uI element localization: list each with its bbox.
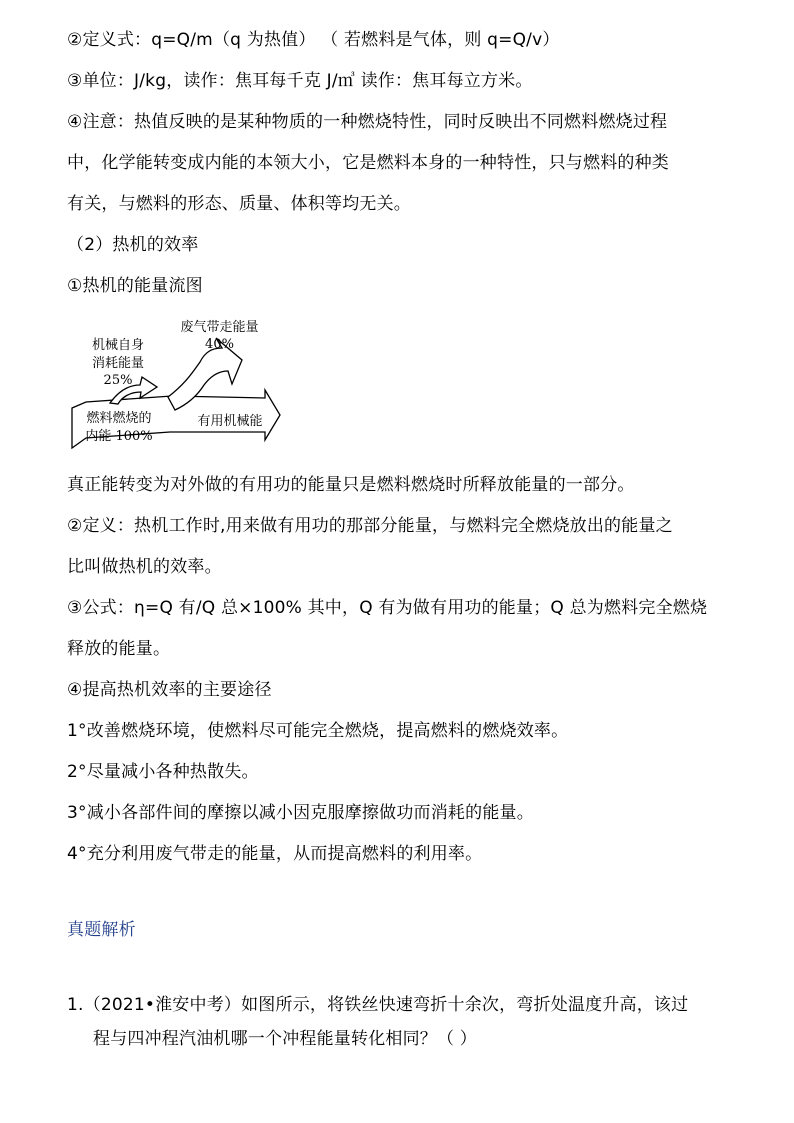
mechanical-loss-label: 消耗能量	[91, 356, 144, 371]
list-item: 2°尽量减小各种热散失。	[67, 762, 259, 782]
exhaust-label: 废气带走能量	[180, 320, 259, 335]
section-heading: （2）热机的效率	[67, 235, 199, 255]
list-item: 1°改善燃烧环境，使燃料尽可能完全燃烧，提高燃料的燃烧效率。	[67, 721, 569, 741]
fuel-energy-label: 燃料燃烧的	[86, 411, 152, 426]
text-line: 释放的能量。	[67, 639, 171, 659]
text-line: ④注意：热值反映的是某种物质的一种燃烧特性，同时反映出不同燃料燃烧过程	[67, 112, 668, 132]
text-line: 比叫做热机的效率。	[67, 557, 222, 577]
text-line: ④提高热机效率的主要途径	[67, 680, 272, 700]
section-heading: 真题解析	[67, 920, 136, 940]
text-line: 真正能转变为对外做的有用功的能量只是燃料燃烧时所释放能量的一部分。	[67, 475, 635, 495]
text-line: ①热机的能量流图	[67, 276, 203, 296]
question-text: 程与四冲程汽油机哪一个冲程能量转化相同？（ ）	[93, 1029, 478, 1049]
mechanical-loss-percent: 25%	[103, 373, 133, 388]
exhaust-percent: 40%	[205, 337, 234, 352]
list-item: 4°充分利用废气带走的能量，从而提高燃料的利用率。	[67, 844, 483, 864]
list-item: 3°减小各部件间的摩擦以减小因克服摩擦做功而消耗的能量。	[67, 803, 534, 823]
question-text: 1.（2021•淮安中考）如图所示，将铁丝快速弯折十余次，弯折处温度升高，该过	[67, 995, 689, 1015]
useful-energy-label: 有用机械能	[197, 414, 263, 429]
text-line: ③单位：J/kg，读作：焦耳每千克 J/㎥ 读作：焦耳每立方米。	[67, 71, 533, 91]
text-line: 有关，与燃料的形态、质量、体积等均无关。	[67, 194, 411, 214]
text-line: 中，化学能转变成内能的本领大小，它是燃料本身的一种特性，只与燃料的种类	[67, 153, 669, 173]
mechanical-loss-label: 机械自身	[91, 338, 144, 353]
text-line: ②定义：热机工作时,用来做有用功的那部分能量，与燃料完全燃烧放出的能量之	[67, 516, 673, 536]
text-line: ②定义式：q=Q/m（q 为热值） （ 若燃料是气体，则 q=Q/v）	[67, 30, 560, 50]
text-line: ③公式：η=Q 有/Q 总×100% 其中，Q 有为做有用功的能量；Q 总为燃料完全燃烧	[67, 598, 708, 618]
fuel-energy-label: 内能 100%	[85, 429, 153, 444]
